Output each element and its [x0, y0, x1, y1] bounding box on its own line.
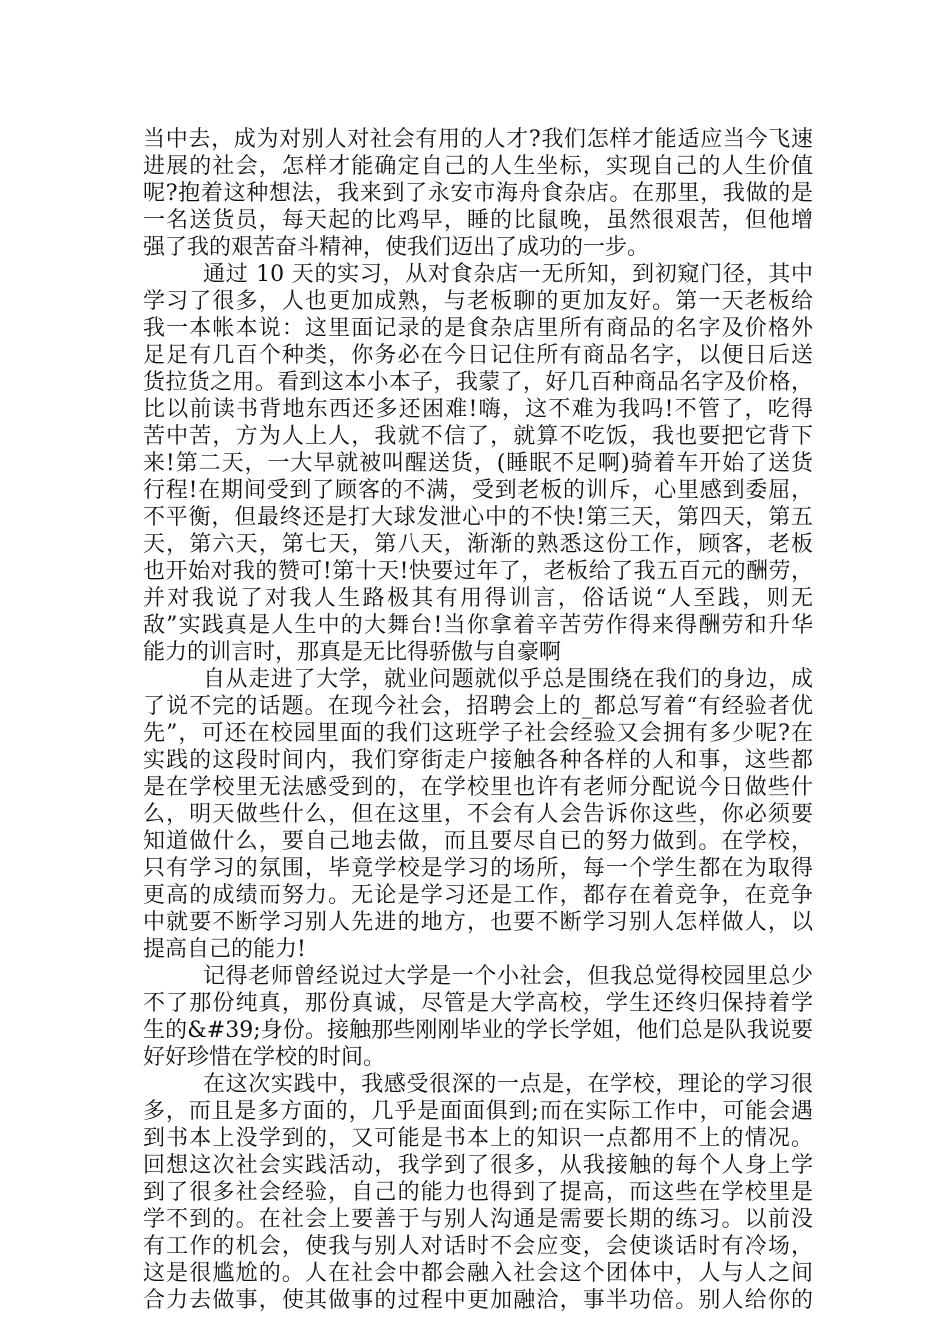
text-line: 到了很多社会经验，自己的能力也得到了提高，而这些在学校里是 [143, 1180, 813, 1205]
text-line: 是在学校里无法感受到的，在学校里也许有老师分配说今日做些什 [143, 775, 813, 800]
text-line: 天，第六天，第七天，第八天，渐渐的熟悉这份工作，顾客，老板 [143, 532, 813, 557]
text-line: 实践的这段时间内，我们穿街走户接触各种各样的人和事，这些都 [143, 748, 813, 773]
text-line: 学不到的。在社会上要善于与别人沟通是需要长期的练习。以前没 [143, 1207, 813, 1232]
text-line: 足足有几百个种类，你务必在今日记住所有商品名字，以便日后送 [143, 343, 813, 368]
text-line: 多，而且是多方面的，几乎是面面俱到;而在实际工作中，可能会遇 [143, 1099, 813, 1124]
text-line: 呢?抱着这种想法，我来到了永安市海舟食杂店。在那里，我做的是 [143, 181, 813, 206]
text-line: 提高自己的能力! [143, 937, 306, 962]
text-line: 能力的训言时，那真是无比得骄傲与自豪啊 [143, 640, 562, 665]
paragraph-first-line: 自从走进了大学，就业问题就似乎总是围绕在我们的身边，成 [203, 667, 813, 692]
text-line: 强了我的艰苦奋斗精神，使我们迈出了成功的一步。 [143, 235, 650, 260]
text-line: 进展的社会，怎样才能确定自己的人生坐标，实现自己的人生价值 [143, 154, 813, 179]
text-line: 生的&#39;身份。接触那些刚刚毕业的学长学姐，他们总是队我说要 [143, 1018, 813, 1043]
text-line: 一名送货员，每天起的比鸡早，睡的比鼠晚，虽然很艰苦，但他增 [143, 208, 813, 233]
paragraph-first-line: 通过 10 天的实习，从对食杂店一无所知，到初窥门径，其中 [203, 262, 813, 287]
text-line: 来!第二天，一大早就被叫醒送货，(睡眠不足啊)骑着车开始了送货 [143, 451, 813, 476]
text-line: 不了那份纯真，那份真诚，尽管是大学高校，学生还终归保持着学 [143, 991, 813, 1016]
text-line: 苦中苦，方为人上人，我就不信了，就算不吃饭，我也要把它背下 [143, 424, 813, 449]
text-line: 比以前读书背地东西还多还困难!嗨，这不难为我吗!不管了，吃得 [143, 397, 813, 422]
text-line: 只有学习的氛围，毕竟学校是学习的场所，每一个学生都在为取得 [143, 856, 813, 881]
text-line: 知道做什么，要自己地去做，而且要尽自已的努力做到。在学校， [143, 829, 813, 854]
text-line: 也开始对我的赞可!第十天!快要过年了，老板给了我五百元的酬劳， [143, 559, 813, 584]
text-line: 行程!在期间受到了顾客的不满，受到老板的训斥，心里感到委屈， [143, 478, 813, 503]
text-line: 并对我说了对我人生路极其有用得训言，俗话说“人至践，则无 [143, 586, 813, 611]
text-line: 敌”实践真是人生中的大舞台!当你拿着辛苦劳作得来得酬劳和升华 [143, 613, 813, 638]
text-line: 了说不完的话题。在现今社会，招聘会上的_都总写着“有经验者优 [143, 694, 813, 719]
text-line: 不平衡，但最终还是打大球发泄心中的不快!第三天，第四天，第五 [143, 505, 813, 530]
text-line: 货拉货之用。看到这本小本子，我蒙了，好几百种商品名字及价格， [143, 370, 813, 395]
document-body [143, 126, 813, 1314]
text-line: 中就要不断学习别人先进的地方，也要不断学习别人怎样做人，以 [143, 910, 813, 935]
paragraph-first-line: 在这次实践中，我感受很深的一点是，在学校，理论的学习很 [203, 1072, 813, 1097]
text-line: 合力去做事，使其做事的过程中更加融洽，事半功倍。别人给你的 [143, 1288, 813, 1313]
text-line: 么，明天做些什么，但在这里，不会有人会告诉你这些，你必须要 [143, 802, 813, 827]
text-line: 这是很尴尬的。人在社会中都会融入社会这个团体中，人与人之间 [143, 1261, 813, 1286]
text-line: 学习了很多，人也更加成熟，与老板聊的更加友好。第一天老板给 [143, 289, 813, 314]
paragraph-first-line: 记得老师曾经说过大学是一个小社会，但我总觉得校园里总少 [203, 964, 813, 989]
text-line: 有工作的机会，使我与别人对话时不会应变，会使谈话时有冷场， [143, 1234, 813, 1259]
text-line: 当中去，成为对别人对社会有用的人才?我们怎样才能适应当今飞速 [143, 127, 813, 152]
text-line: 更高的成绩而努力。无论是学习还是工作，都存在着竞争，在竞争 [143, 883, 813, 908]
text-line: 先”，可还在校园里面的我们这班学子社会经验又会拥有多少呢?在 [143, 721, 813, 746]
text-line: 好好珍惜在学校的时间。 [143, 1045, 386, 1070]
text-line: 到书本上没学到的，又可能是书本上的知识一点都用不上的情况。 [143, 1126, 813, 1151]
text-line: 回想这次社会实践活动，我学到了很多，从我接触的每个人身上学 [143, 1153, 813, 1178]
text-line: 我一本帐本说：这里面记录的是食杂店里所有商品的名字及价格外 [143, 316, 813, 341]
